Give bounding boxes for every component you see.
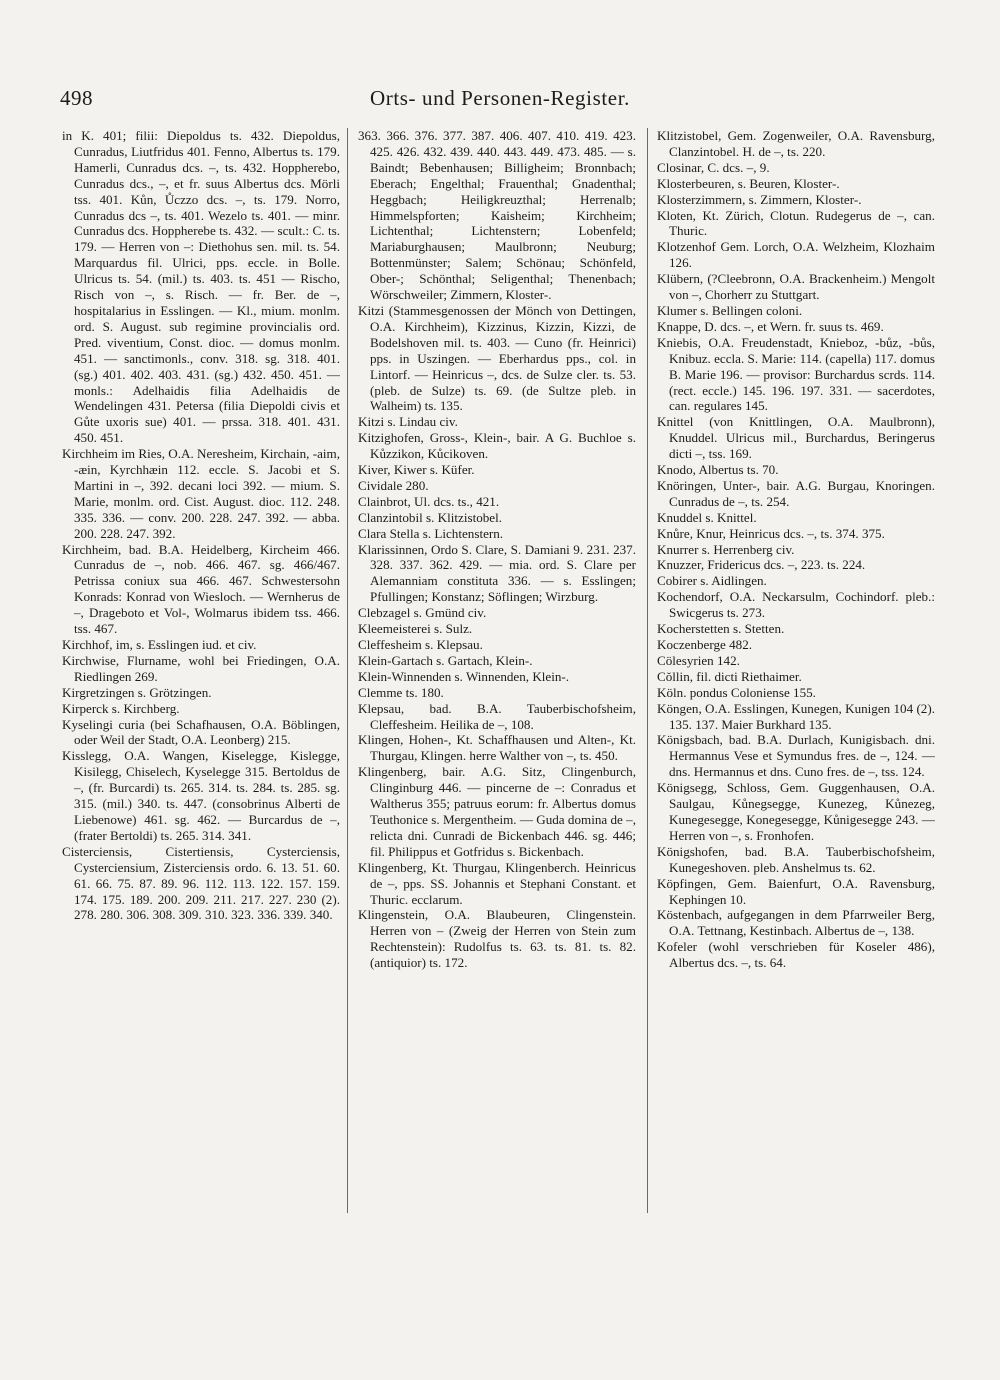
- register-entry: Knöringen, Unter-, bair. A.G. Burgau, Knoringen. Cunradus de –, ts. 254.: [657, 477, 935, 509]
- page-number: 498: [60, 86, 93, 110]
- register-entry: Klotzenhof Gem. Lorch, O.A. Welzheim, Klozhaim 126.: [657, 239, 935, 271]
- register-entry: Kisslegg, O.A. Wangen, Kiselegge, Kislegge, Kisilegg, Chiselech, Kyselegge 315. Bertoldus de –, (fr. Burcardi) ts. 265. 314. ts. 284. ts. 285. sg. 315. (mil.) 340. ts. 447. (consobrinus Alberti de Liebenowe) 461. sg. 462. — Burcardus de –, (frater Bertoldi) ts. 265. 314. 341.: [62, 748, 340, 843]
- register-entry: Knuddel s. Knittel.: [657, 509, 757, 525]
- register-entry: Klosterbeuren, s. Beuren, Kloster-.: [657, 175, 840, 191]
- register-entry: Kirgretzingen s. Grötzingen.: [62, 684, 212, 700]
- register-entry: Klübern, (?Cleebronn, O.A. Brackenheim.) Mengolt von –, Chorherr zu Stuttgart.: [657, 271, 935, 303]
- register-entry: Königsegg, Schloss, Gem. Guggenhausen, O.A. Saulgau, Kůnegsegge, Kunezeg, Kůnezeg, Kunegesegge, Konegesegge, Kůnigesegge 243. — Herren von –, s. Fronhofen.: [657, 780, 935, 843]
- register-entry: Cŏllin, fil. dicti Riethaimer.: [657, 668, 802, 684]
- register-entry: Klingen, Hohen-, Kt. Schaffhausen und Alten-, Kt. Thurgau, Klingen. herre Walther von –, ts. 450.: [358, 732, 636, 764]
- register-entry: Klitzistobel, Gem. Zogenweiler, O.A. Ravensburg, Clanzintobel. H. de –, ts. 220.: [657, 128, 935, 159]
- register-entry: Kniebis, O.A. Freudenstadt, Knieboz, -bůz, -bůs, Knibuz. eccla. S. Marie: 114. (capella) 117. domus B. Marie 196. — provisor: Burchardus scrds. 114. (rect. eccle.) 145. 196. 197. 331. — sacerdotes, can. regulares 145.: [657, 334, 935, 414]
- register-entry: Kirperck s. Kirchberg.: [62, 700, 180, 716]
- register-entry: Koczenberge 482.: [657, 637, 753, 652]
- register-entry: Köln. pondus Coloniense 155.: [657, 684, 816, 700]
- register-entry: Klein-Gartach s. Gartach, Klein-.: [358, 652, 533, 668]
- register-columns: [62, 128, 938, 1228]
- register-entry: Kirchheim im Ries, O.A. Neresheim, Kirchain, -aim, -æin, Kyrchhæin 112. eccle. S. Jacobi et S. Martini in –, 392. decani loci 392. — mium. S. Marie, monlm. ord. Cist. August. dioc. 112. 248. 335. 336. — conv. 200. 228. 247. 392. — abba. 200. 228. 247. 392.: [62, 446, 340, 541]
- register-entry: Knurrer s. Herrenberg civ.: [657, 541, 795, 557]
- register-entry: Clemme ts. 180.: [358, 684, 444, 700]
- register-entry: Klarissinnen, Ordo S. Clare, S. Damiani 9. 231. 237. 328. 337. 362. 429. — mia. ord. S. Clare per Alemanniam constituta 336. — s. Esslingen; Pfullingen; Konstanz; Söflingen; Wirzburg.: [358, 541, 636, 605]
- column-2: [358, 128, 636, 1228]
- register-entry: Königshofen, bad. B.A. Tauberbischofsheim, Kunegeshoven. pleb. Anshelmus ts. 62.: [657, 843, 935, 875]
- register-entry: Klumer s. Bellingen coloni.: [657, 302, 803, 318]
- register-entry: Knůre, Knur, Heinricus dcs. –, ts. 374. 375.: [657, 525, 885, 541]
- register-entry: Kitzi (Stammesgenossen der Mönch von Dettingen, O.A. Kirchheim), Kizzinus, Kizzin, Kizzi, de Bodelshoven mil. ts. 403. — Cuno (fr. Heinrici) pps. in Uszingen. — Eberhardus pps., col. in Lintorf. — Heinricus –, dcs. de Sulze cler. ts. 53. (pleb. de Sulze) ts. 69. (de Sultze pleb. in Walheim) ts. 135.: [358, 302, 636, 414]
- register-entry: Cividale 280.: [358, 477, 429, 493]
- register-entry: Klein-Winnenden s. Winnenden, Klein-.: [358, 668, 570, 684]
- register-entry: Kyselingi curia (bei Schafhausen, O.A. Böblingen, oder Weil der Stadt, O.A. Leonberg) 215.: [62, 716, 340, 748]
- register-entry: Köstenbach, aufgegangen in dem Pfarrweiler Berg, O.A. Tettnang, Kestinbach. Albertus de –, 138.: [657, 907, 935, 939]
- page-header: [60, 86, 940, 116]
- register-entry: Cobirer s. Aidlingen.: [657, 573, 767, 589]
- column-3: [657, 128, 935, 1228]
- register-entry: Kochendorf, O.A. Neckarsulm, Cochindorf. pleb.: Swicgerus ts. 273.: [657, 589, 935, 621]
- column-1: [62, 128, 340, 1228]
- register-entry: Clanzintobil s. Klitzistobel.: [358, 509, 503, 525]
- register-entry: Knuzzer, Fridericus dcs. –, 223. ts. 224.: [657, 557, 866, 573]
- register-entry: Köpfingen, Gem. Baienfurt, O.A. Ravensburg, Kephingen 10.: [657, 875, 935, 907]
- register-entry: Kloten, Kt. Zürich, Clotun. Rudegerus de –, can. Thuric.: [657, 207, 935, 239]
- register-entry: Knappe, D. dcs. –, et Wern. fr. suus ts. 469.: [657, 318, 884, 334]
- column-divider: [347, 128, 348, 1213]
- register-entry: Klepsau, bad. B.A. Tauberbischofsheim, Cleffesheim. Heilika de –, 108.: [358, 700, 636, 732]
- register-entry: Kitzighofen, Gross-, Klein-, bair. A G. Buchloe s. Kůzzikon, Kůcikoven.: [358, 430, 636, 462]
- register-entry: Klosterzimmern, s. Zimmern, Kloster-.: [657, 191, 862, 207]
- register-entry: Kleemeisterei s. Sulz.: [358, 621, 473, 637]
- register-entry: Klingenberg, Kt. Thurgau, Klingenberch. Heinricus de –, pps. SS. Johannis et Stephani Constant. et Thuric. ecclarum.: [358, 859, 636, 907]
- register-entry: Königsbach, bad. B.A. Durlach, Kunigisbach. dni. Hermannus Vese et Symundus fres. de –, 124. — dns. Hermannus et dns. Cuno fres. de –, tss. 124.: [657, 732, 935, 780]
- register-entry: Kirchwise, Flurname, wohl bei Friedingen, O.A. Riedlingen 269.: [62, 652, 340, 684]
- register-entry: Closinar, C. dcs. –, 9.: [657, 159, 770, 175]
- register-entry: Kirchhof, im, s. Esslingen iud. et civ.: [62, 637, 257, 652]
- register-entry: Kofeler (wohl verschrieben für Koseler 486), Albertus dcs. –, ts. 64.: [657, 939, 935, 971]
- register-entry: Köngen, O.A. Esslingen, Kunegen, Kunigen 104 (2). 135. 137. Maier Burkhard 135.: [657, 700, 935, 732]
- register-entry: 363. 366. 376. 377. 387. 406. 407. 410. 419. 423. 425. 426. 432. 439. 440. 443. 449. 473. 485. — s. Baindt; Bebenhausen; Billigheim; Bronnbach; Eberach; Engelthal; Frauenthal; Gnadenthal; Heggbach; Heiligkreuzthal; Herrenalb; Himmelspforten; Kaisheim; Kirchheim; Lichtenthal; Lichtenstern; Lobenfeld; Mariaburghausen; Maulbronn; Neuburg; Bottenmünster; Salem; Schönau; Schönfeld, Ober-; Schönthal; Seligenthal; Thenenbach; Wörschweiler; Zimmern, Kloster-.: [358, 128, 636, 303]
- register-entry: Knodo, Albertus ts. 70.: [657, 462, 779, 478]
- register-entry: Kocherstetten s. Stetten.: [657, 621, 785, 637]
- register-entry: Clainbrot, Ul. dcs. ts., 421.: [358, 493, 500, 509]
- register-entry: Clebzagel s. Gmünd civ.: [358, 605, 487, 621]
- register-entry: Cölesyrien 142.: [657, 652, 740, 668]
- register-entry: in K. 401; filii: Diepoldus ts. 432. Diepoldus, Cunradus, Liutfridus 401. Fenno, Albertus ts. 179. Hamerli, Cunradus dcs. –, ts. 432. Hoppherebo, Cunradus dcs., –, et fr. suus Albertus dcs. Mörli tss. 401. Kůn, Ůczzo dcs. –, ts. 179. Norro, Cunradus dcs –, ts. 401. Wezelo ts. 401. — minr. Cunradus dcs. Hoppherebe ts. 432. — scult.: C. ts. 179. — Herren von –: Diethohus sen. mil. ts. 54. Marquardus fil. Ulrici, pps. eccle. in Bolle. Ulricus ts. 54. (mil.) ts. 403. ts. 451 — Rischo, Risch von –, s. Risch. — fr. Ber. de –, hospitalarius in Esslingen. — Kl., mium. monlm. ord. S. August. sub regimine provincialis ord. Pred. viventium, Const. dioc. — domus monlm. 451. — sanctimonls., conv. 318. sg. 318. 401. (sg.) 401. 402. 403. 431. (sg.) 432. 450. 451. — monls.: Adelhaidis filia Adelhaidis de Wendelingen 431. Petersa (filia Diepoldi civis et Gůte uxoris sue) 401. — prssa. 318. 401. 431. 450. 451.: [62, 128, 340, 446]
- register-entry: Kiver, Kiwer s. Küfer.: [358, 462, 475, 478]
- running-title: Orts- und Personen-Register.: [369, 86, 630, 110]
- register-entry: Klingenstein, O.A. Blaubeuren, Clingenstein. Herren von – (Zweig der Herren von Stein zum Rechtenstein): Rudolfus ts. 63. ts. 81. ts. 82. (antiquior) ts. 172.: [358, 907, 636, 971]
- register-entry: Clara Stella s. Lichtenstern.: [358, 525, 504, 541]
- register-entry: Kitzi s. Lindau civ.: [358, 414, 458, 430]
- register-entry: Cleffesheim s. Klepsau.: [358, 637, 483, 652]
- register-entry: Cisterciensis, Cistertiensis, Cysterciensis, Cysterciensium, Zisterciensis ordo. 6. 13. 51. 60. 61. 66. 75. 87. 89. 96. 112. 113. 122. 157. 159. 174. 175. 189. 200. 209. 211. 217. 227. 230 (2). 278. 280. 306. 308. 309. 310. 323. 336. 339. 340.: [62, 843, 340, 923]
- register-entry: Kirchheim, bad. B.A. Heidelberg, Kircheim 466. Cunradus de –, nob. 466. 467. sg. 466/467. Petrissa coniux sua 466. 467. Schwestersohn Konrads: Konrad von Wiesloch. — Wernherus de –, Drageboto et Vol-, Wolmarus ibidem tss. 466. tss. 467.: [62, 541, 340, 637]
- column-divider: [647, 128, 648, 1213]
- register-entry: Klingenberg, bair. A.G. Sitz, Clingenburch, Clinginburg 446. — pincerne de –: Conradus et Waltherus 355; patruus eorum: fr. Albertus domus Teuthonice s. Mergentheim. — Guda domina de –, relicta dni. Cunradi de Bickenbach 446. sg. 446; fil. Philippus et Gotfridus s. Bickenbach.: [358, 764, 636, 859]
- register-entry: Knittel (von Knittlingen, O.A. Maulbronn), Knuddel. Ulricus mil., Burchardus, Beringerus dicti –, tss. 169.: [657, 414, 935, 462]
